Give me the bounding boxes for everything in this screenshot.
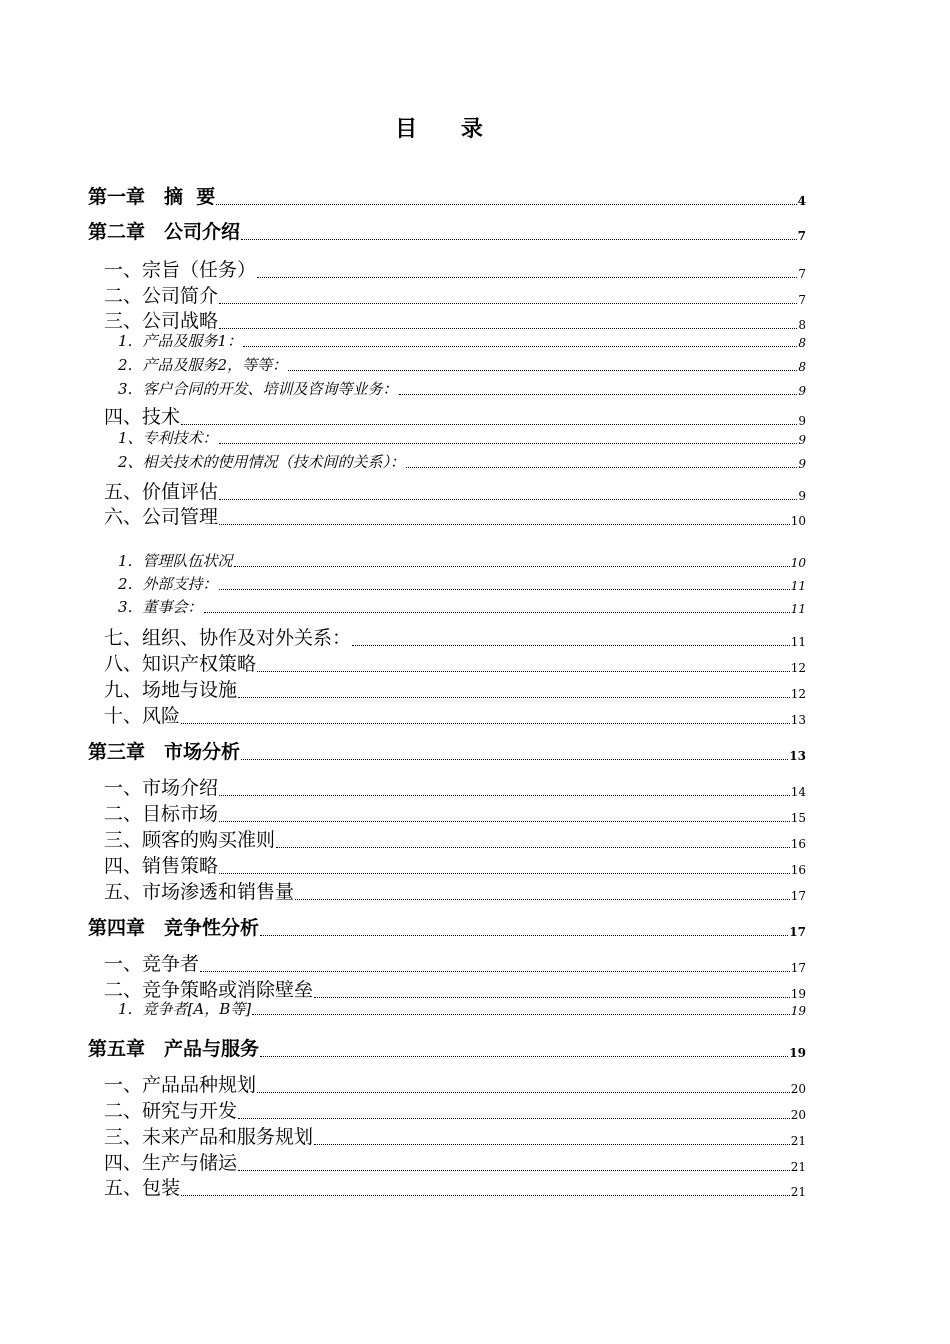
toc-entry[interactable]	[104, 949, 806, 976]
toc-entry-title: 三、未来产品和服务规划	[104, 1126, 314, 1148]
toc-entry-page: 8	[798, 360, 806, 374]
toc-entry[interactable]	[104, 649, 806, 676]
toc-dot-leader	[181, 723, 790, 724]
toc-dot-leader	[219, 303, 797, 304]
toc-entry[interactable]	[104, 1070, 806, 1097]
toc-entry[interactable]	[104, 675, 806, 702]
toc-entry-page: 21	[790, 1134, 806, 1148]
toc-dot-leader	[295, 899, 790, 900]
toc-entry[interactable]	[104, 306, 806, 333]
toc-dot-leader	[219, 873, 790, 874]
toc-dot-leader	[219, 821, 790, 822]
toc-entry-title: 二、竞争策略或消除壁垒	[104, 979, 314, 1001]
toc-entry-page: 17	[789, 925, 806, 939]
toc-dot-leader	[241, 759, 788, 760]
toc-entry[interactable]	[104, 701, 806, 728]
toc-entry-title: 三、公司战略	[104, 310, 219, 332]
toc-entry-title: 2．外部支持：	[118, 575, 218, 593]
toc-dot-leader	[314, 1144, 790, 1145]
toc-entry-page: 16	[790, 837, 806, 851]
toc-entry[interactable]	[104, 1122, 806, 1149]
toc-dot-leader	[181, 424, 797, 425]
toc-entry-page: 13	[790, 713, 806, 727]
toc-entry[interactable]	[104, 402, 806, 429]
toc-entry-page: 10	[790, 556, 806, 570]
toc-entry-page: 17	[790, 889, 806, 903]
toc-entry[interactable]	[88, 913, 806, 940]
toc-entry-page: 9	[798, 384, 806, 398]
toc-entry-title: 第二章 公司介绍	[88, 221, 241, 243]
toc-entry-title: 第五章 产品与服务	[88, 1038, 260, 1060]
toc-entry-title: 一、产品品种规划	[104, 1074, 257, 1096]
toc-dot-leader	[200, 971, 790, 972]
toc-entry-title: 第三章 市场分析	[88, 741, 241, 763]
toc-entry-title: 第一章 摘 要	[88, 186, 216, 208]
toc-entry-page: 9	[798, 489, 806, 503]
toc-entry-page: 20	[790, 1108, 806, 1122]
toc-entry[interactable]	[118, 378, 806, 399]
toc-entry[interactable]	[104, 255, 806, 282]
toc-dot-leader	[288, 370, 797, 371]
toc-entry-title: 二、目标市场	[104, 803, 219, 825]
toc-entry-title: 1．管理队伍状况	[118, 552, 233, 570]
toc-entry-title: 3．董事会：	[118, 598, 203, 616]
toc-entry-page: 9	[798, 457, 806, 471]
toc-entry[interactable]	[118, 354, 806, 375]
toc-entry-page: 11	[790, 579, 806, 593]
toc-entry[interactable]	[118, 427, 806, 448]
toc-dot-leader	[352, 645, 790, 646]
toc-entry-page: 15	[790, 811, 806, 825]
toc-dot-leader	[219, 795, 790, 796]
toc-entry[interactable]	[104, 502, 806, 529]
toc-entry-page: 11	[790, 602, 806, 616]
toc-dot-leader	[219, 443, 798, 444]
toc-entry-page: 12	[790, 661, 806, 675]
toc-entry-page: 4	[797, 194, 806, 208]
toc-entry-title: 三、顾客的购买准则	[104, 829, 276, 851]
toc-entry-title: 七、组织、协作及对外关系：	[104, 627, 352, 649]
toc-entry[interactable]	[104, 623, 806, 650]
toc-dot-leader	[204, 612, 790, 613]
toc-entry[interactable]	[118, 330, 806, 351]
toc-dot-leader	[257, 1092, 790, 1093]
toc-entry[interactable]	[104, 799, 806, 826]
toc-dot-leader	[219, 589, 790, 590]
toc-entry-title: 1．产品及服务1：	[118, 332, 243, 350]
toc-entry-title: 一、宗旨（任务）	[104, 259, 257, 281]
toc-entry[interactable]	[104, 877, 806, 904]
toc-entry[interactable]	[104, 281, 806, 308]
toc-entry-page: 7	[797, 229, 806, 243]
toc-entry-title: 五、包装	[104, 1177, 181, 1199]
toc-entry-title: 四、销售策略	[104, 855, 219, 877]
toc-entry[interactable]	[88, 217, 806, 244]
toc-entry-page: 8	[798, 318, 806, 332]
toc-entry-title: 1、专利技术：	[118, 429, 218, 447]
toc-dot-leader	[238, 1118, 790, 1119]
toc-entry-page: 8	[798, 336, 806, 350]
toc-entry-title: 四、生产与储运	[104, 1152, 238, 1174]
toc-dot-leader	[406, 467, 797, 468]
toc-entry[interactable]	[104, 1096, 806, 1123]
toc-entry-page: 19	[790, 987, 806, 1001]
toc-entry-page: 7	[798, 293, 806, 307]
toc-entry[interactable]	[88, 737, 806, 764]
toc-entry-page: 9	[798, 414, 806, 428]
toc-dot-leader	[238, 1170, 790, 1171]
toc-entry[interactable]	[118, 998, 806, 1019]
toc-entry-title: 五、价值评估	[104, 481, 219, 503]
toc-dot-leader	[219, 328, 797, 329]
toc-entry[interactable]	[118, 596, 806, 617]
toc-entry[interactable]	[104, 1173, 806, 1200]
toc-entry-page: 17	[790, 961, 806, 975]
toc-dot-leader	[216, 204, 796, 205]
toc-entry[interactable]	[104, 1148, 806, 1175]
toc-entry-page: 19	[789, 1046, 806, 1060]
toc-title: 目 录	[395, 116, 501, 142]
toc-entry-page: 19	[790, 1004, 806, 1018]
toc-dot-leader	[219, 524, 790, 525]
toc-dot-leader	[276, 847, 790, 848]
toc-entry-page: 20	[790, 1082, 806, 1096]
toc-entry[interactable]	[88, 182, 806, 209]
toc-dot-leader	[243, 346, 797, 347]
toc-entry-page: 7	[798, 267, 806, 281]
toc-entry-title: 第四章 竞争性分析	[88, 917, 260, 939]
toc-entry[interactable]	[118, 550, 806, 571]
toc-entry-page: 14	[790, 785, 806, 799]
toc-entry-page: 21	[790, 1185, 806, 1199]
toc-entry-page: 16	[790, 863, 806, 877]
toc-entry-title: 1．竞争者[A，B等]	[118, 1000, 252, 1018]
toc-entry[interactable]	[118, 451, 806, 472]
toc-dot-leader	[252, 1014, 790, 1015]
toc-entry-page: 21	[790, 1160, 806, 1174]
toc-entry[interactable]	[104, 477, 806, 504]
toc-entry[interactable]	[88, 1034, 806, 1061]
toc-entry-title: 五、市场渗透和销售量	[104, 881, 295, 903]
toc-entry-page: 12	[790, 687, 806, 701]
toc-entry-title: 2、相关技术的使用情况（技术间的关系）：	[118, 453, 406, 471]
toc-entry-title: 二、公司简介	[104, 285, 219, 307]
toc-entry[interactable]	[118, 573, 806, 594]
toc-dot-leader	[219, 499, 797, 500]
toc-dot-leader	[181, 1195, 790, 1196]
toc-entry-title: 二、研究与开发	[104, 1100, 238, 1122]
toc-dot-leader	[257, 277, 797, 278]
toc-entry-title: 九、场地与设施	[104, 679, 238, 701]
toc-entry-title: 四、技术	[104, 406, 181, 428]
toc-entry-title: 八、知识产权策略	[104, 653, 257, 675]
toc-entry-page: 9	[798, 433, 806, 447]
toc-dot-leader	[234, 566, 790, 567]
toc-entry-title: 2．产品及服务2，等等：	[118, 356, 288, 374]
toc-entry[interactable]	[104, 773, 806, 800]
toc-dot-leader	[238, 697, 790, 698]
toc-dot-leader	[260, 1056, 788, 1057]
toc-entry-page: 11	[790, 635, 806, 649]
toc-entry-title: 一、竞争者	[104, 953, 200, 975]
toc-entry[interactable]	[104, 825, 806, 852]
toc-entry[interactable]	[104, 851, 806, 878]
toc-entry-title: 十、风险	[104, 705, 181, 727]
toc-entry-title: 六、公司管理	[104, 506, 219, 528]
toc-dot-leader	[260, 935, 788, 936]
toc-dot-leader	[241, 239, 797, 240]
toc-dot-leader	[257, 671, 790, 672]
toc-entry-title: 3．客户合同的开发、培训及咨询等业务：	[118, 380, 398, 398]
toc-dot-leader	[399, 394, 798, 395]
toc-entry-page: 10	[790, 514, 806, 528]
toc-entry-page: 13	[789, 749, 806, 763]
toc-entry-title: 一、市场介绍	[104, 777, 219, 799]
